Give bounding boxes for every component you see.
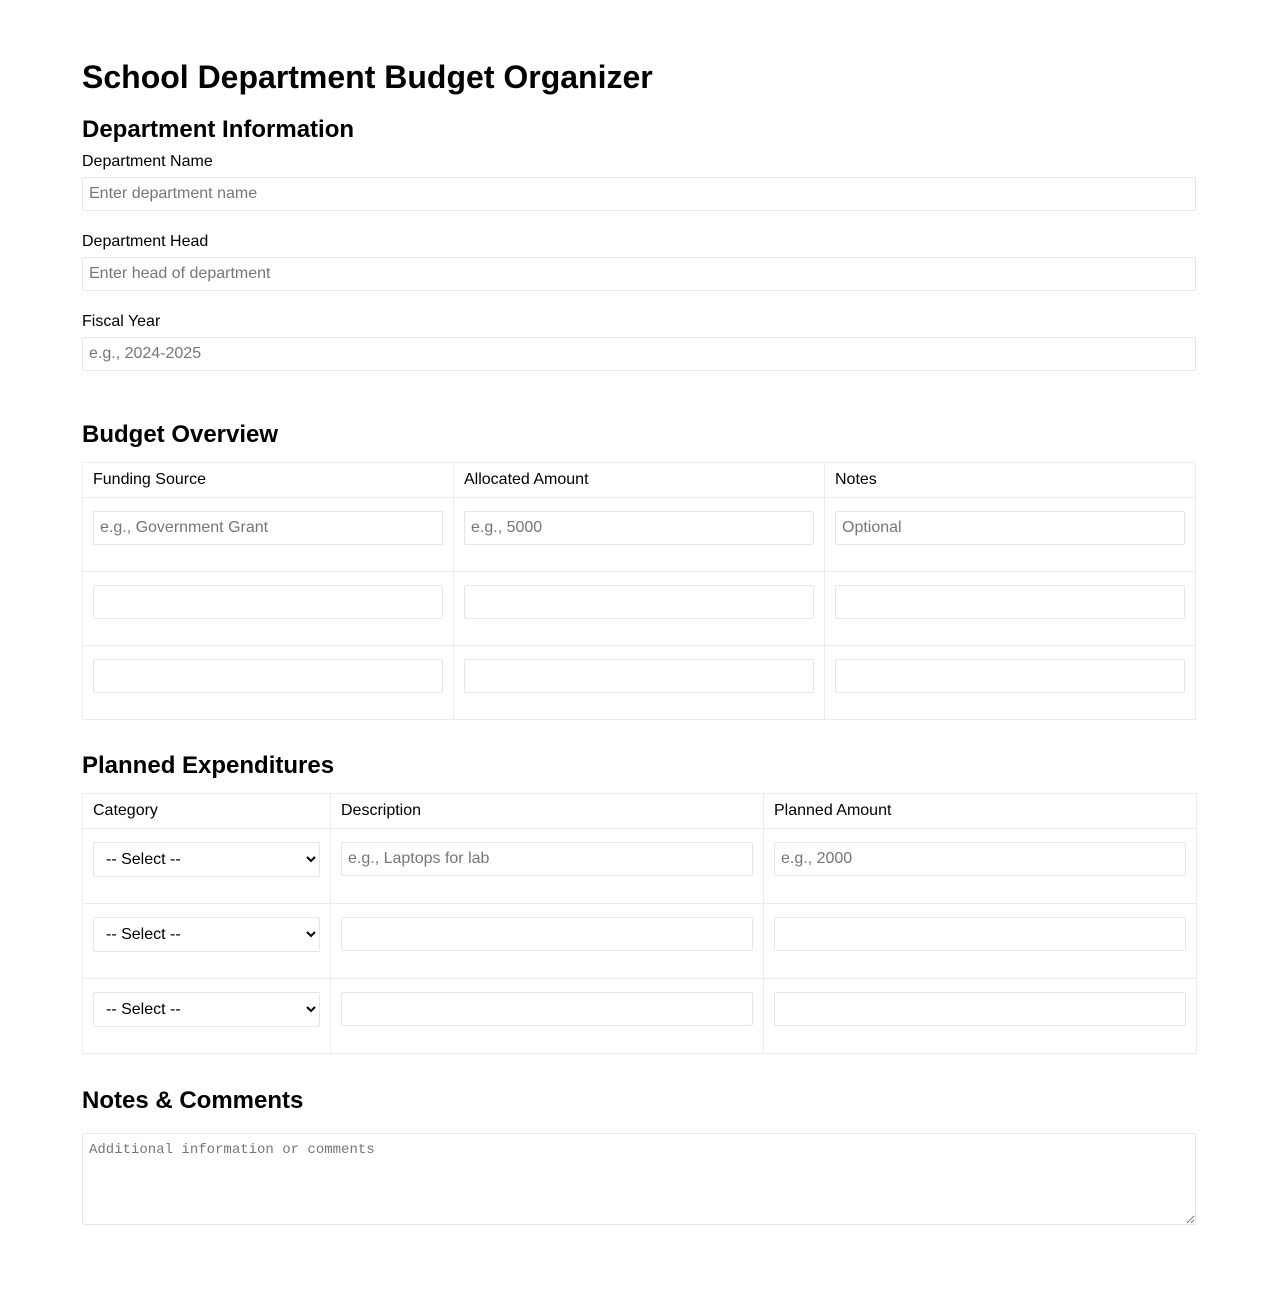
description-input[interactable] [341,992,753,1026]
table-row [83,904,1197,979]
fiscal-year-label: Fiscal Year [82,313,161,330]
fiscal-year-group [82,312,1196,371]
table-row [83,829,1197,904]
notes-input[interactable] [835,511,1185,545]
budget-overview-heading: Budget Overview [82,421,279,448]
page-title: School Department Budget Organizer [82,59,653,95]
column-header-category: Category [83,794,331,829]
table-row [83,572,1196,646]
department-info-heading: Department Information [82,116,355,143]
table-header-row [83,463,1196,498]
department-name-label: Department Name [82,153,213,170]
table-row [83,646,1196,720]
department-name-input[interactable] [82,177,1196,211]
planned-expenditures-heading: Planned Expenditures [82,752,335,779]
budget-overview-table [82,462,1196,720]
notes-input[interactable] [835,585,1185,619]
department-head-label: Department Head [82,233,209,250]
description-input[interactable] [341,842,753,876]
column-header-planned-amount: Planned Amount [764,794,1197,829]
funding-source-input[interactable] [93,659,443,693]
planned-expenditures-table [82,793,1197,1054]
category-select[interactable] [93,842,320,877]
table-row [83,979,1197,1054]
planned-amount-input[interactable] [774,992,1186,1026]
column-header-description: Description [331,794,764,829]
allocated-amount-input[interactable] [464,585,814,619]
column-header-allocated-amount: Allocated Amount [454,463,825,498]
allocated-amount-input[interactable] [464,659,814,693]
table-row [83,498,1196,572]
department-head-group [82,232,1196,291]
funding-source-input[interactable] [93,585,443,619]
department-head-input[interactable] [82,257,1196,291]
column-header-funding-source: Funding Source [83,463,454,498]
notes-textarea[interactable] [82,1133,1196,1225]
fiscal-year-input[interactable] [82,337,1196,371]
category-select[interactable] [93,992,320,1027]
description-input[interactable] [341,917,753,951]
planned-amount-input[interactable] [774,917,1186,951]
department-name-group [82,152,1196,211]
notes-heading: Notes & Comments [82,1087,304,1114]
funding-source-input[interactable] [93,511,443,545]
category-select[interactable] [93,917,320,952]
table-header-row [83,794,1197,829]
notes-input[interactable] [835,659,1185,693]
planned-amount-input[interactable] [774,842,1186,876]
allocated-amount-input[interactable] [464,511,814,545]
column-header-notes: Notes [825,463,1196,498]
